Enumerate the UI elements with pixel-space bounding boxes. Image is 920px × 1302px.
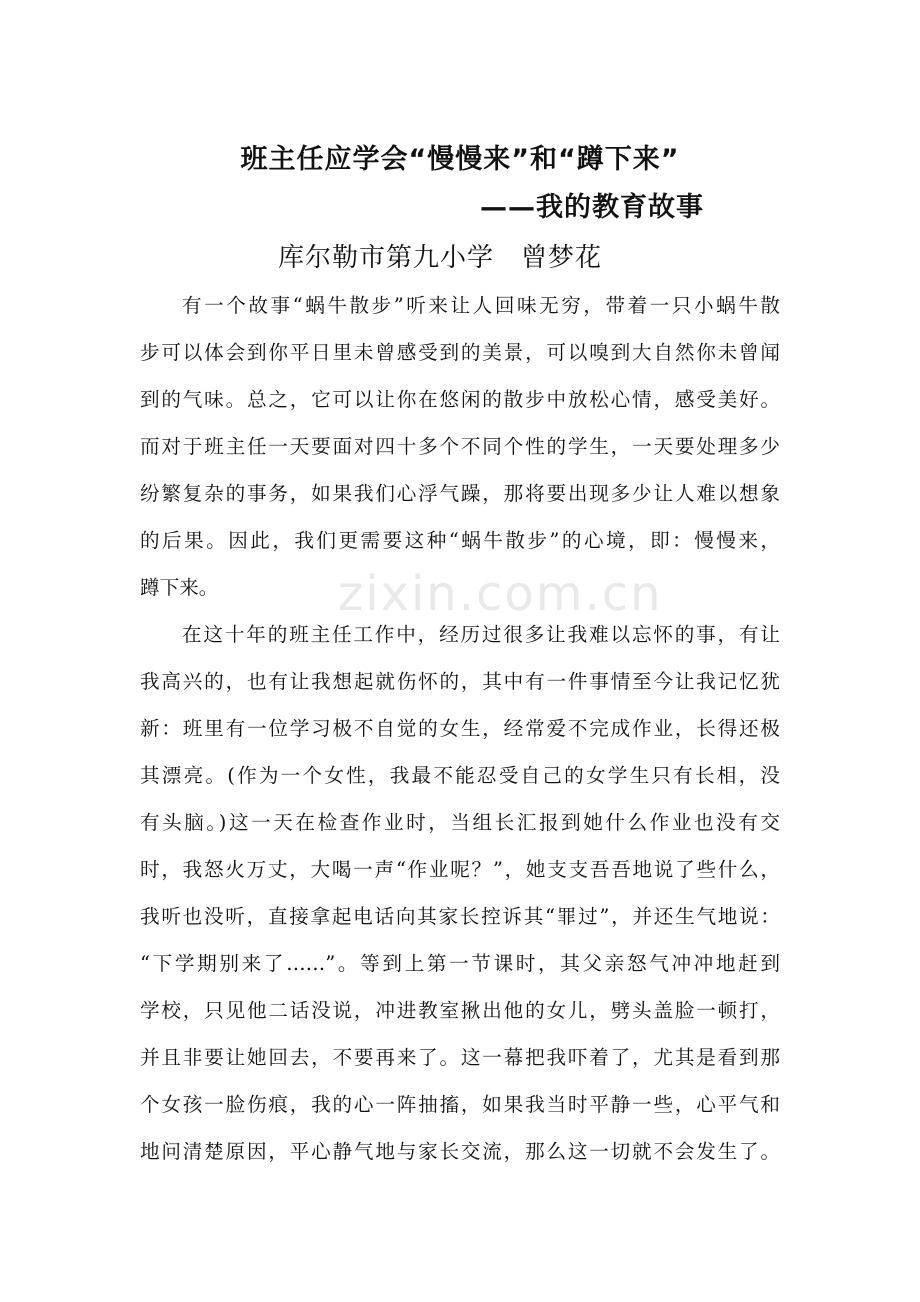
paragraph-line: 到的气味。总之，它可以让你在悠闲的散步中放松心情，感受美好。 [140,388,780,411]
paragraph-line: 的后果。因此，我们更需要这种“蜗牛散步”的心境，即：慢慢来， [140,529,780,552]
paragraph-line: 而对于班主任一天要面对四十多个不同个性的学生，一天要处理多少 [140,435,780,458]
paragraph-line: 有头脑。)这一天在检查作业时，当组长汇报到她什么作业也没有交 [140,811,780,834]
paragraph-line: 我高兴的，也有让我想起就伤怀的，其中有一件事情至今让我记忆犹 [140,670,780,693]
paragraph-line: “下学期别来了……”。等到上第一节课时，其父亲怒气冲冲地赶到 [140,952,780,975]
paragraph-line: 其漂亮。(作为一个女性，我最不能忍受自己的女学生只有长相，没 [140,764,780,787]
paragraph-line: 并且非要让她回去，不要再来了。这一幕把我吓着了，尤其是看到那 [140,1046,780,1069]
paragraph-line: 步可以体会到你平日里未曾感受到的美景，可以嗅到大自然你未曾闻 [140,341,780,364]
paragraph-line: 在这十年的班主任工作中，经历过很多让我难以忘怀的事，有让 [182,623,780,646]
paragraph-line: 个女孩一脸伤痕，我的心一阵抽搐，如果我当时平静一些，心平气和 [140,1093,780,1116]
paragraph-line: 有一个故事“蜗牛散步”听来让人回味无穷，带着一只小蜗牛散 [182,294,780,317]
paragraph-line: 地问清楚原因，平心静气地与家长交流，那么这一切就不会发生了。 [140,1140,780,1163]
body-text [140,282,780,1175]
paragraph-1 [140,282,780,611]
paragraph-line: 蹲下来。 [140,576,219,599]
paragraph-line: 新：班里有一位学习极不自觉的女生，经常爱不完成作业，长得还极 [140,717,780,740]
paragraph-line: 纷繁复杂的事务，如果我们心浮气躁，那将要出现多少让人难以想象 [140,482,780,505]
document-title: 班主任应学会“慢慢来”和“蹲下来” [240,144,680,175]
author-line: 库尔勒市第九小学 曾梦花 [278,243,603,273]
watermark: zixin.com.cn [338,566,663,622]
document-subtitle: ——我的教育故事 [480,192,704,223]
paragraph-line: 时，我怒火万丈，大喝一声“作业呢？”，她支支吾吾地说了些什么， [140,858,780,881]
paragraph-2 [140,611,780,1175]
paragraph-line: 学校，只见他二话没说，冲进教室揪出他的女儿，劈头盖脸一顿打， [140,999,780,1022]
paragraph-line: 我听也没听，直接拿起电话向其家长控诉其“罪过”，并还生气地说： [140,905,780,928]
